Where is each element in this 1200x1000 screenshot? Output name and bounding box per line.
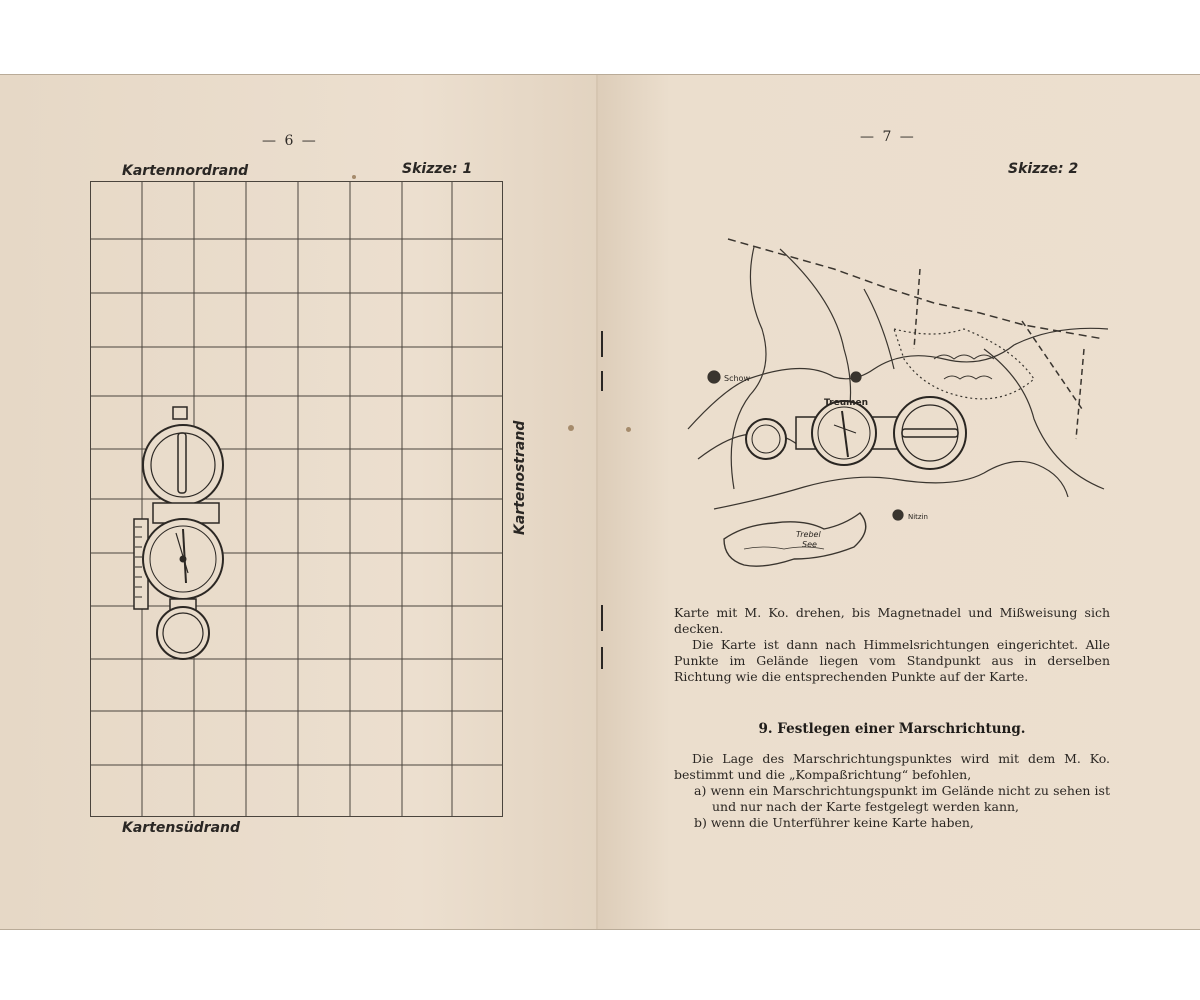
compass-icon [134,407,223,659]
instruction-text [674,605,1110,685]
map-label-village-1: Schow [724,374,750,383]
paper-speck [352,175,356,179]
stitch-mark [601,331,603,357]
list-item-b: b) wenn die Unterführer keine Karte haben, [694,815,974,830]
paper-speck [568,425,574,431]
map-label-village-3: Nitzin [908,513,928,521]
section-text [674,751,1110,831]
south-edge-label: Kartensüdrand [122,820,241,836]
north-edge-label: Kartennordrand [122,163,249,179]
sketch-1-label: Skizze: 1 [402,161,473,177]
map-label-village-2: Treumen [824,398,868,408]
section-heading: 9. Festlegen einer Marschrichtung. [758,721,1026,737]
paragraph-2: Die Karte ist dann nach Himmelsrichtungen eingerichtet. Alle Punkte im Gelände liegen vom Standpunkt aus in derselben Richtung wie die entsprechenden Punkte auf der Karte. [674,637,1110,684]
map-label-lake-line1: Trebel [796,530,821,539]
book-spread [0,74,1200,930]
grid-drawing [90,181,503,817]
paragraph-1: Karte mit M. Ko. drehen, bis Magnetnadel und Mißweisung sich decken. [674,605,1110,636]
paper-speck [626,427,631,432]
stitch-mark [601,371,603,391]
map-drawing [684,229,1114,589]
paragraph-3: Die Lage des Marschrichtungspunktes wird mit dem M. Ko. bestimmt und die „Kompaßrichtung“ befohlen, [674,751,1110,782]
east-edge-label: Kartenostrand [512,420,528,535]
page-number-right: — 7 — [860,129,916,145]
stitch-mark [601,647,603,669]
map-grid-sketch [90,181,503,817]
sketch-2-label: Skizze: 2 [1008,161,1079,177]
map-label-lake-line2: See [802,540,817,549]
right-page [598,75,1200,929]
list-item-a: a) wenn ein Marschrichtungspunkt im Gelände nicht zu sehen ist und nur nach der Karte festgelegt werden kann, [694,783,1110,814]
left-page [0,75,598,929]
stitch-mark [601,605,603,631]
orientation-map-sketch [684,229,1114,589]
page-number-left: — 6 — [262,133,318,149]
